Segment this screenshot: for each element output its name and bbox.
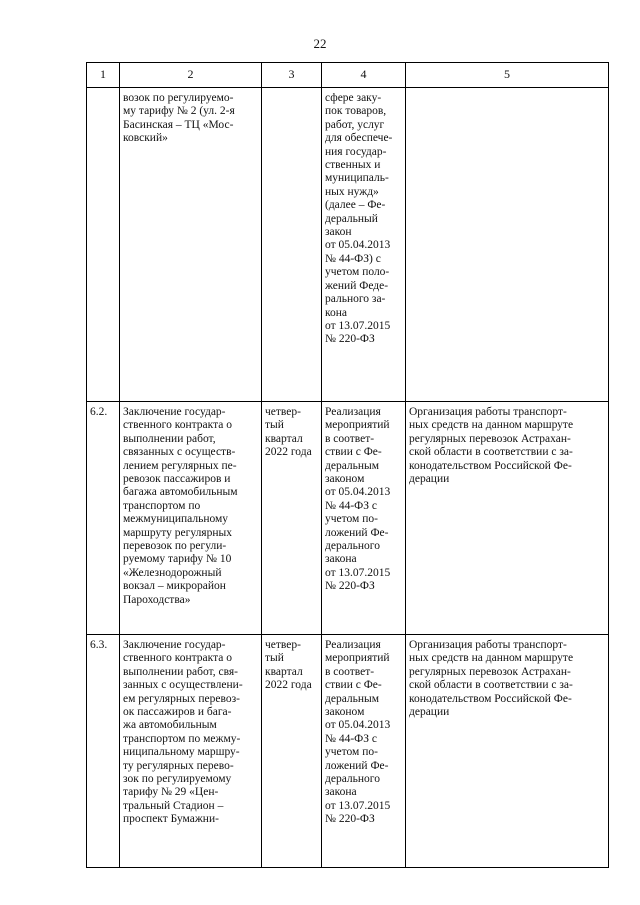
page-number: 22: [313, 36, 327, 51]
result-cell: Организация работы транспорт- ных средств на данном маршруте регулярных перевозок Астрахан- ской области в соответствии с за- конодательством Российской Фе- дерации: [406, 635, 609, 868]
column-header: 4: [322, 63, 406, 88]
implementation-cell: Реализация мероприятий в соответ- ствии с Фе- деральным законом от 05.04.2013 № 44-ФЗ с учетом по- ложений Фе- дерального закона от 13.07.2015 № 220-ФЗ: [322, 402, 406, 635]
table-row: [87, 635, 609, 868]
measure-cell: возок по регулируемо- му тарифу № 2 (ул. 2-я Басинская – ТЦ «Мос- ковский»: [120, 88, 262, 402]
deadline-cell: четвер- тый квартал 2022 года: [262, 402, 322, 635]
deadline-cell: [262, 88, 322, 402]
row-number: 6.3.: [87, 635, 120, 868]
table-row: [87, 88, 609, 402]
plan-table: [86, 62, 609, 868]
implementation-cell: сфере заку- пок товаров, работ, услуг для обеспече- ния государ- ственных и муниципаль- ных нужд» (далее – Фе- деральный закон от 05.04.2013 № 44-ФЗ) с учетом поло- жений Феде- рального за- кона от 13.07.2015 № 220-ФЗ: [322, 88, 406, 402]
measure-cell: Заключение государ- ственного контракта о выполнении работ, свя- занных с осуществлени- ем регулярных перевоз- ок пассажиров и бага- жа автомобильным транспортом по межму- ниципальному маршру- ту регулярных перево- зок по регулируемому тарифу № 29 «Цен- тральный Стадион – проспект Бумажни-: [120, 635, 262, 868]
column-header: 2: [120, 63, 262, 88]
column-header: 1: [87, 63, 120, 88]
row-number: [87, 88, 120, 402]
deadline-cell: четвер- тый квартал 2022 года: [262, 635, 322, 868]
table-row: [87, 402, 609, 635]
column-header: 3: [262, 63, 322, 88]
implementation-cell: Реализация мероприятий в соответ- ствии с Фе- деральным законом от 05.04.2013 № 44-ФЗ с учетом по- ложений Фе- дерального закона от 13.07.2015 № 220-ФЗ: [322, 635, 406, 868]
result-cell: [406, 88, 609, 402]
table-header-row: [87, 63, 609, 88]
row-number: 6.2.: [87, 402, 120, 635]
result-cell: Организация работы транспорт- ных средств на данном маршруте регулярных перевозок Астрахан- ской области в соответствии с за- конодательством Российской Фе- дерации: [406, 402, 609, 635]
column-header: 5: [406, 63, 609, 88]
measure-cell: Заключение государ- ственного контракта о выполнении работ, связанных с осуществ- лением регулярных пе- ревозок пассажиров и багажа автомобильным транспортом по межмуниципальному маршруту регулярных перевозок по регули- руемому тарифу № 10 «Железнодорожный вокзал – микрорайон Пароходства»: [120, 402, 262, 635]
